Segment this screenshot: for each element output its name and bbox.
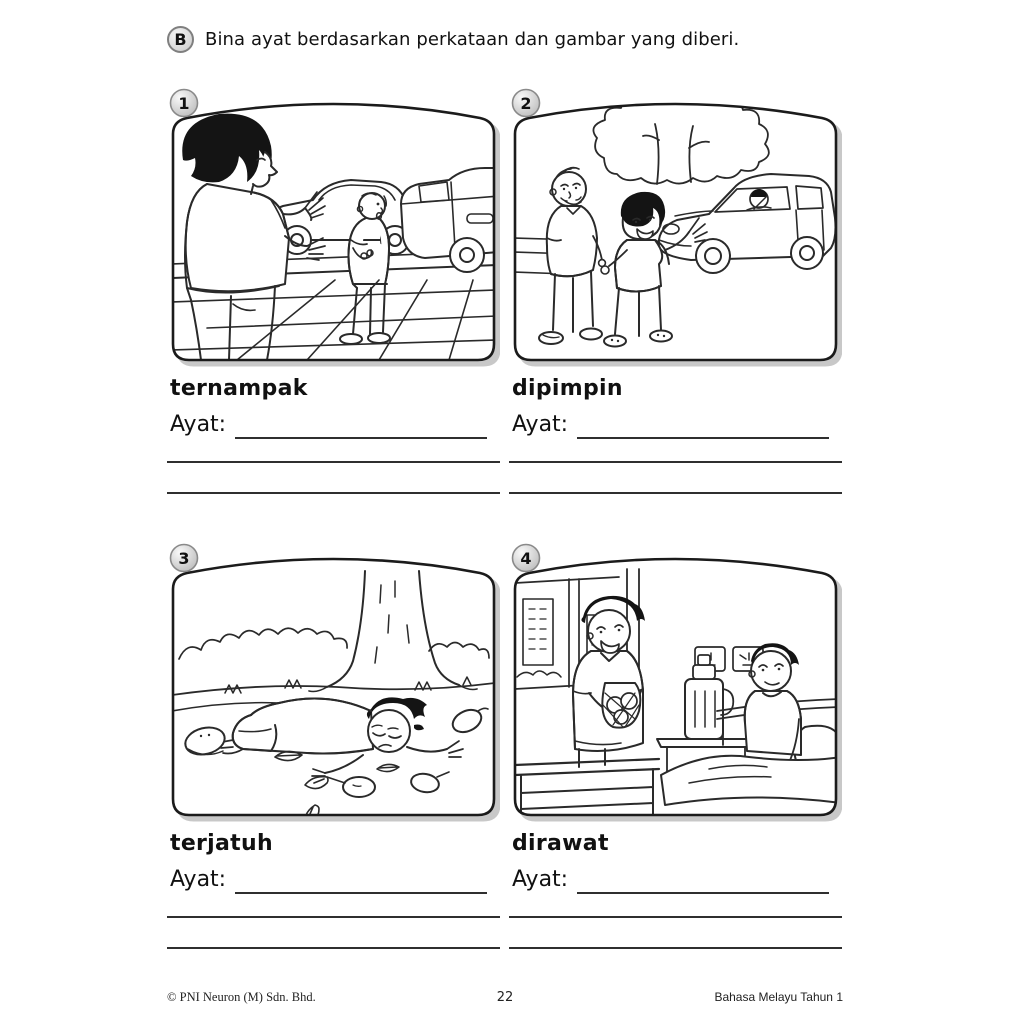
answer-line-1[interactable] — [235, 411, 487, 439]
answer-line-2[interactable] — [509, 461, 842, 463]
question-2 — [509, 88, 842, 543]
answer-line-1[interactable] — [577, 866, 829, 894]
question-number: 1 — [178, 94, 190, 113]
answer-row — [170, 864, 500, 894]
ayat-prefix: Ayat: — [512, 412, 569, 437]
question-2-picture — [509, 88, 842, 368]
questions-grid — [167, 88, 842, 998]
answer-row — [512, 409, 842, 439]
copyright-text: © PNI Neuron (M) Sdn. Bhd. — [167, 990, 316, 1004]
keyword-label: ternampak — [170, 376, 308, 401]
answer-line-1[interactable] — [235, 866, 487, 894]
ayat-prefix: Ayat: — [512, 867, 569, 892]
ayat-prefix: Ayat: — [170, 867, 227, 892]
question-number: 4 — [520, 549, 532, 568]
book-title: Bahasa Melayu Tahun 1 — [714, 990, 843, 1004]
exercise-header — [167, 26, 739, 53]
answer-line-1[interactable] — [577, 411, 829, 439]
question-1 — [167, 88, 500, 543]
ayat-prefix: Ayat: — [170, 412, 227, 437]
answer-line-3[interactable] — [167, 947, 500, 949]
answer-line-3[interactable] — [167, 492, 500, 494]
answer-line-3[interactable] — [509, 492, 842, 494]
question-4-picture — [509, 543, 842, 823]
section-badge: B — [167, 26, 194, 53]
answer-line-2[interactable] — [509, 916, 842, 918]
page-footer — [167, 990, 843, 1008]
instruction-text: Bina ayat berdasarkan perkataan dan gambar yang diberi. — [205, 29, 740, 50]
question-number: 3 — [178, 549, 190, 568]
question-1-picture — [167, 88, 500, 368]
answer-row — [170, 409, 500, 439]
page-number: 22 — [496, 990, 514, 1005]
keyword-label: dirawat — [512, 831, 609, 856]
answer-line-3[interactable] — [509, 947, 842, 949]
question-3-picture — [167, 543, 500, 823]
keyword-label: terjatuh — [170, 831, 273, 856]
keyword-label: dipimpin — [512, 376, 623, 401]
answer-row — [512, 864, 842, 894]
answer-line-2[interactable] — [167, 461, 500, 463]
question-number: 2 — [520, 94, 532, 113]
question-4 — [509, 543, 842, 998]
answer-line-2[interactable] — [167, 916, 500, 918]
question-3 — [167, 543, 500, 998]
